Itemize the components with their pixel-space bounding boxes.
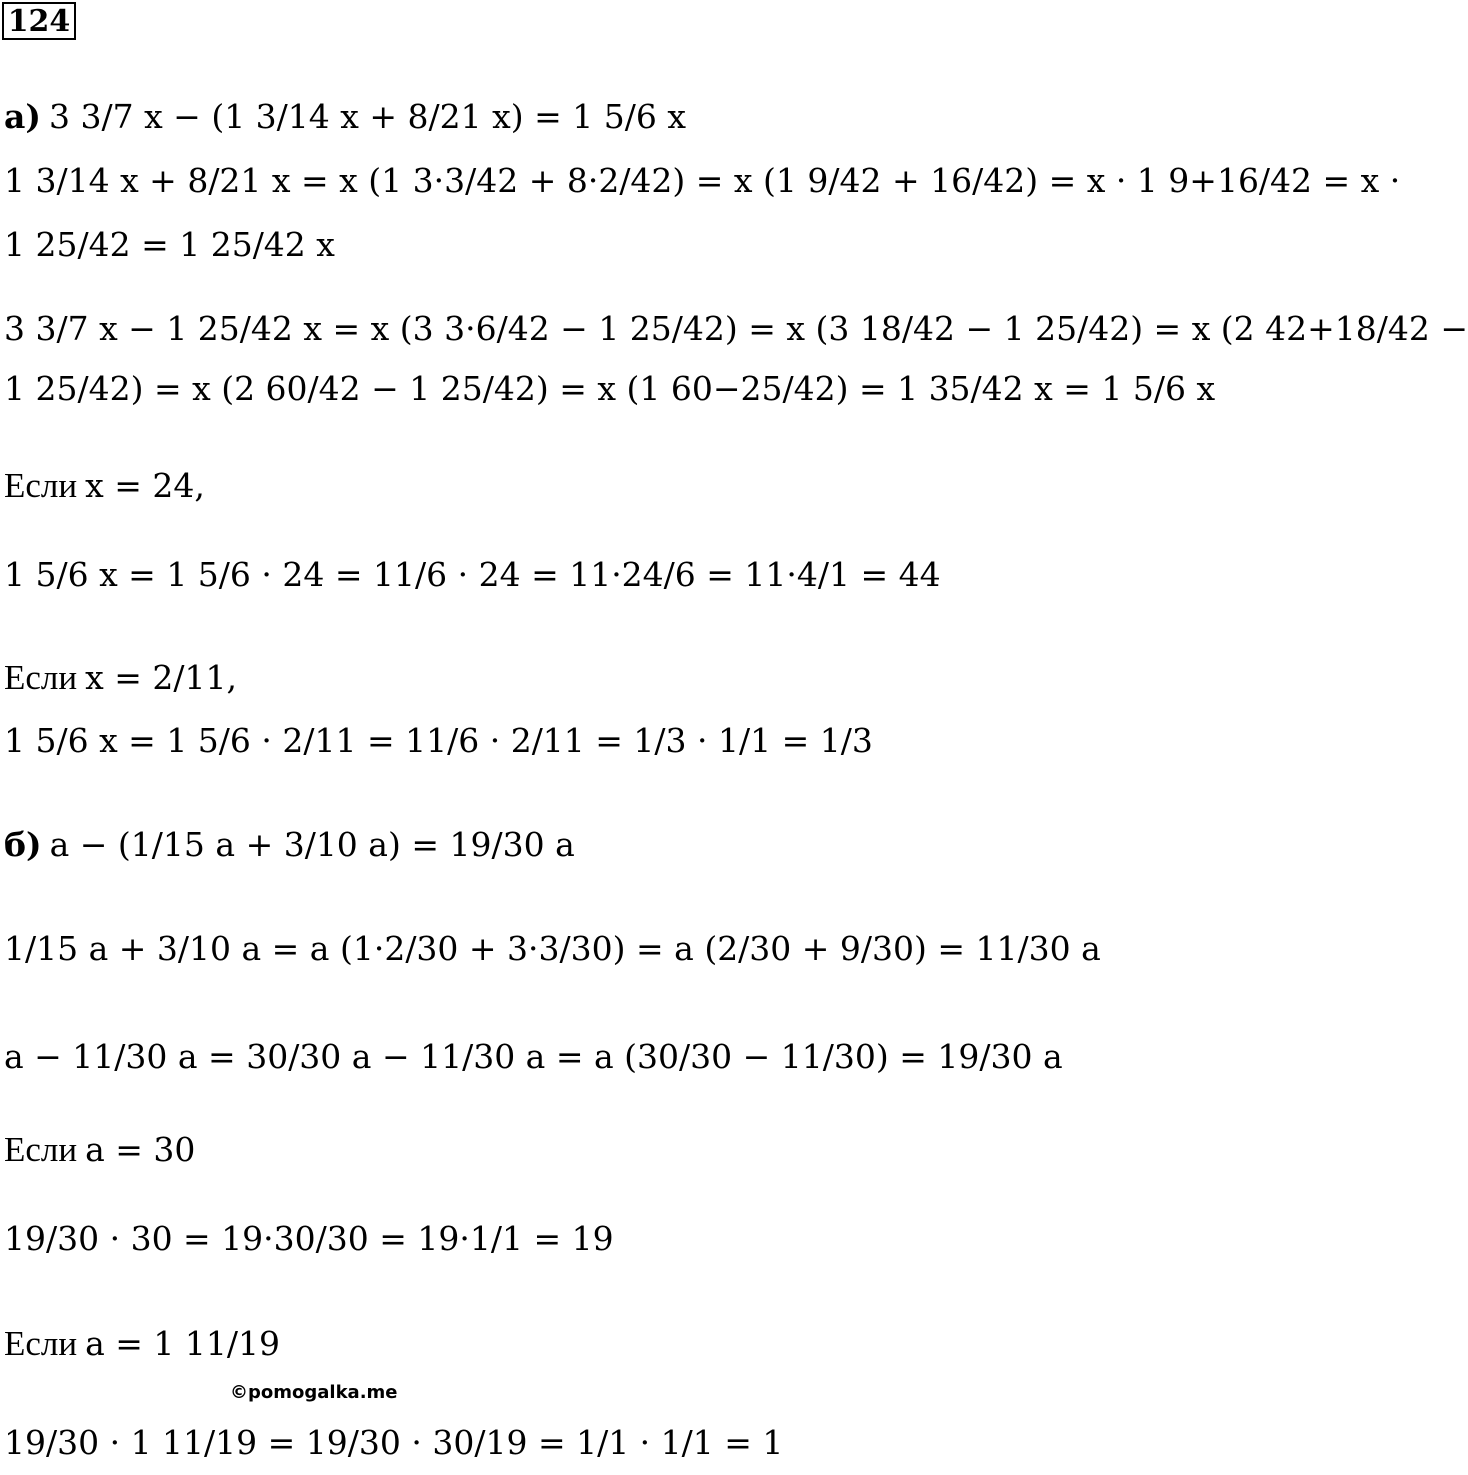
if-text: Если [4,1324,78,1363]
math-expression: 19/30 · 1 11/19 = 19/30 · 30/19 = 1/1 · 1/1 = 1 [4,1423,784,1462]
math-expression: 3 3/7 x − 1 25/42 x = x (3 3·6/42 − 1 25/42) = x (3 18/42 − 1 25/42) = x (2 42+18/42 − [4,309,1468,348]
math-expression: a = 1 11/19 [85,1324,281,1363]
math-expression: 3 3/7 x − (1 3/14 x + 8/21 x) = 1 5/6 x [49,97,686,136]
problem-number: 124 [2,2,76,40]
part-label: б) [4,825,42,864]
math-expression: a − 11/30 a = 30/30 a − 11/30 a = a (30/30 − 11/30) = 19/30 a [4,1037,1063,1076]
solution-line [4,721,873,760]
if-text: Если [4,1130,78,1169]
solution-line [4,929,1101,968]
math-expression: a − (1/15 a + 3/10 a) = 19/30 a [49,825,575,864]
math-expression: 1 3/14 x + 8/21 x = x (1 3·3/42 + 8·2/42) = x (1 9/42 + 16/42) = x · 1 9+16/42 = x · [4,161,1401,200]
part-b-equation [4,825,575,864]
solution-line [4,555,941,594]
solution-line [4,369,1216,408]
math-expression: 1 25/42 = 1 25/42 x [4,225,335,264]
condition-line [4,1132,195,1167]
math-expression: a = 30 [85,1130,196,1169]
solution-line [4,225,335,264]
part-a-equation [4,97,686,136]
part-label: а) [4,97,41,136]
math-expression: 1 25/42) = x (2 60/42 − 1 25/42) = x (1 60−25/42) = 1 35/42 x = 1 5/6 x [4,369,1216,408]
solution-line [4,1423,784,1462]
condition-line [4,1326,280,1361]
math-expression: x = 2/11, [85,658,237,697]
watermark: ©pomogalka.me [230,1382,398,1403]
math-expression: x = 24, [85,466,205,505]
solution-line [4,1219,614,1258]
math-expression: 1 5/6 x = 1 5/6 · 2/11 = 11/6 · 2/11 = 1/3 · 1/1 = 1/3 [4,721,873,760]
math-expression: 1/15 a + 3/10 a = a (1·2/30 + 3·3/30) = a (2/30 + 9/30) = 11/30 a [4,929,1101,968]
solution-line [4,309,1468,348]
condition-line [4,468,205,503]
solution-line [4,161,1401,200]
if-text: Если [4,466,78,505]
solution-line [4,1037,1063,1076]
math-expression: 1 5/6 x = 1 5/6 · 24 = 11/6 · 24 = 11·24/6 = 11·4/1 = 44 [4,555,941,594]
condition-line [4,660,237,695]
math-expression: 19/30 · 30 = 19·30/30 = 19·1/1 = 19 [4,1219,614,1258]
if-text: Если [4,658,78,697]
